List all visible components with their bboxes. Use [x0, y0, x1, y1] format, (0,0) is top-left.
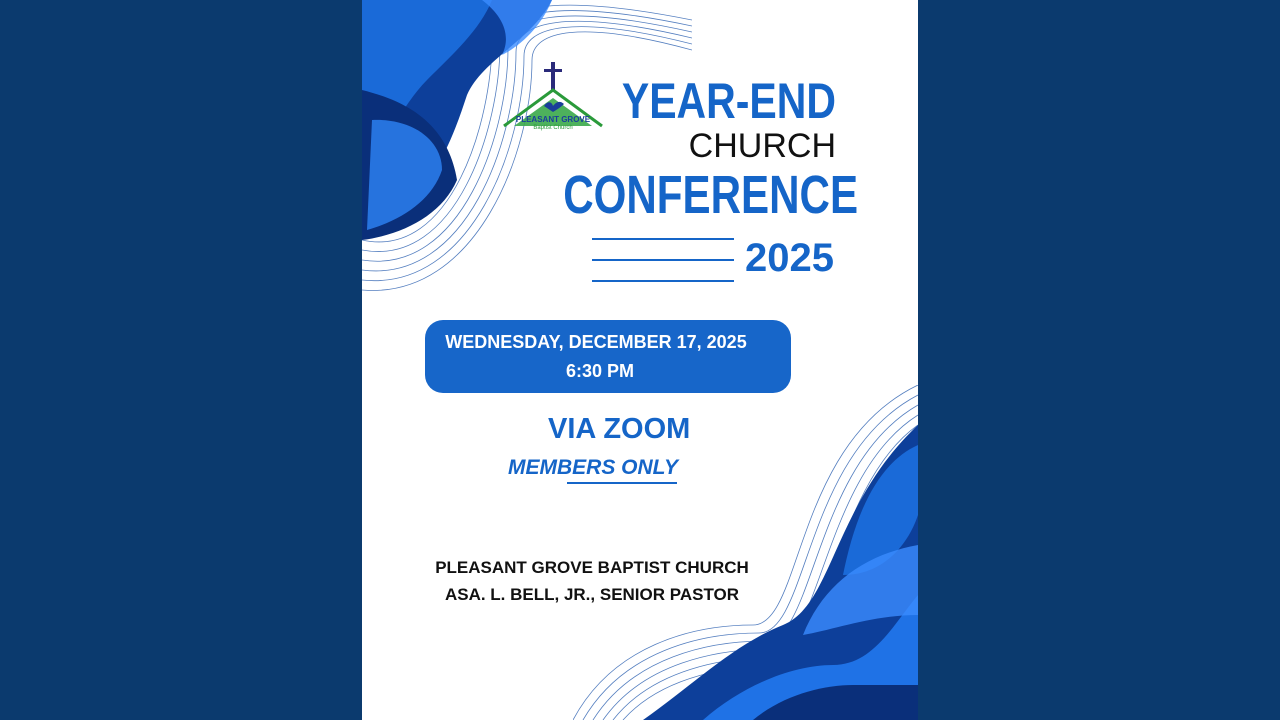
title-conference: CONFERENCE — [563, 165, 859, 225]
logo-name: PLEASANT GROVE — [515, 115, 591, 124]
date-time-banner — [425, 320, 791, 393]
logo-subtitle: Baptist Church — [533, 125, 573, 131]
flyer — [362, 0, 918, 720]
event-location: VIA ZOOM — [548, 413, 691, 445]
footer-church-name: PLEASANT GROVE BAPTIST CHURCH — [435, 558, 749, 577]
event-time: 6:30 PM — [565, 361, 635, 381]
event-date: WEDNESDAY, DECEMBER 17, 2025 — [445, 332, 747, 352]
year-decorative-lines — [592, 238, 736, 284]
title-church: CHURCH — [688, 127, 836, 165]
audience-underline — [567, 482, 677, 484]
event-audience: MEMBERS ONLY — [508, 456, 678, 479]
footer-pastor: ASA. L. BELL, JR., SENIOR PASTOR — [444, 585, 740, 604]
title-year-end: YEAR-END — [621, 73, 836, 129]
title-year: 2025 — [745, 236, 834, 280]
